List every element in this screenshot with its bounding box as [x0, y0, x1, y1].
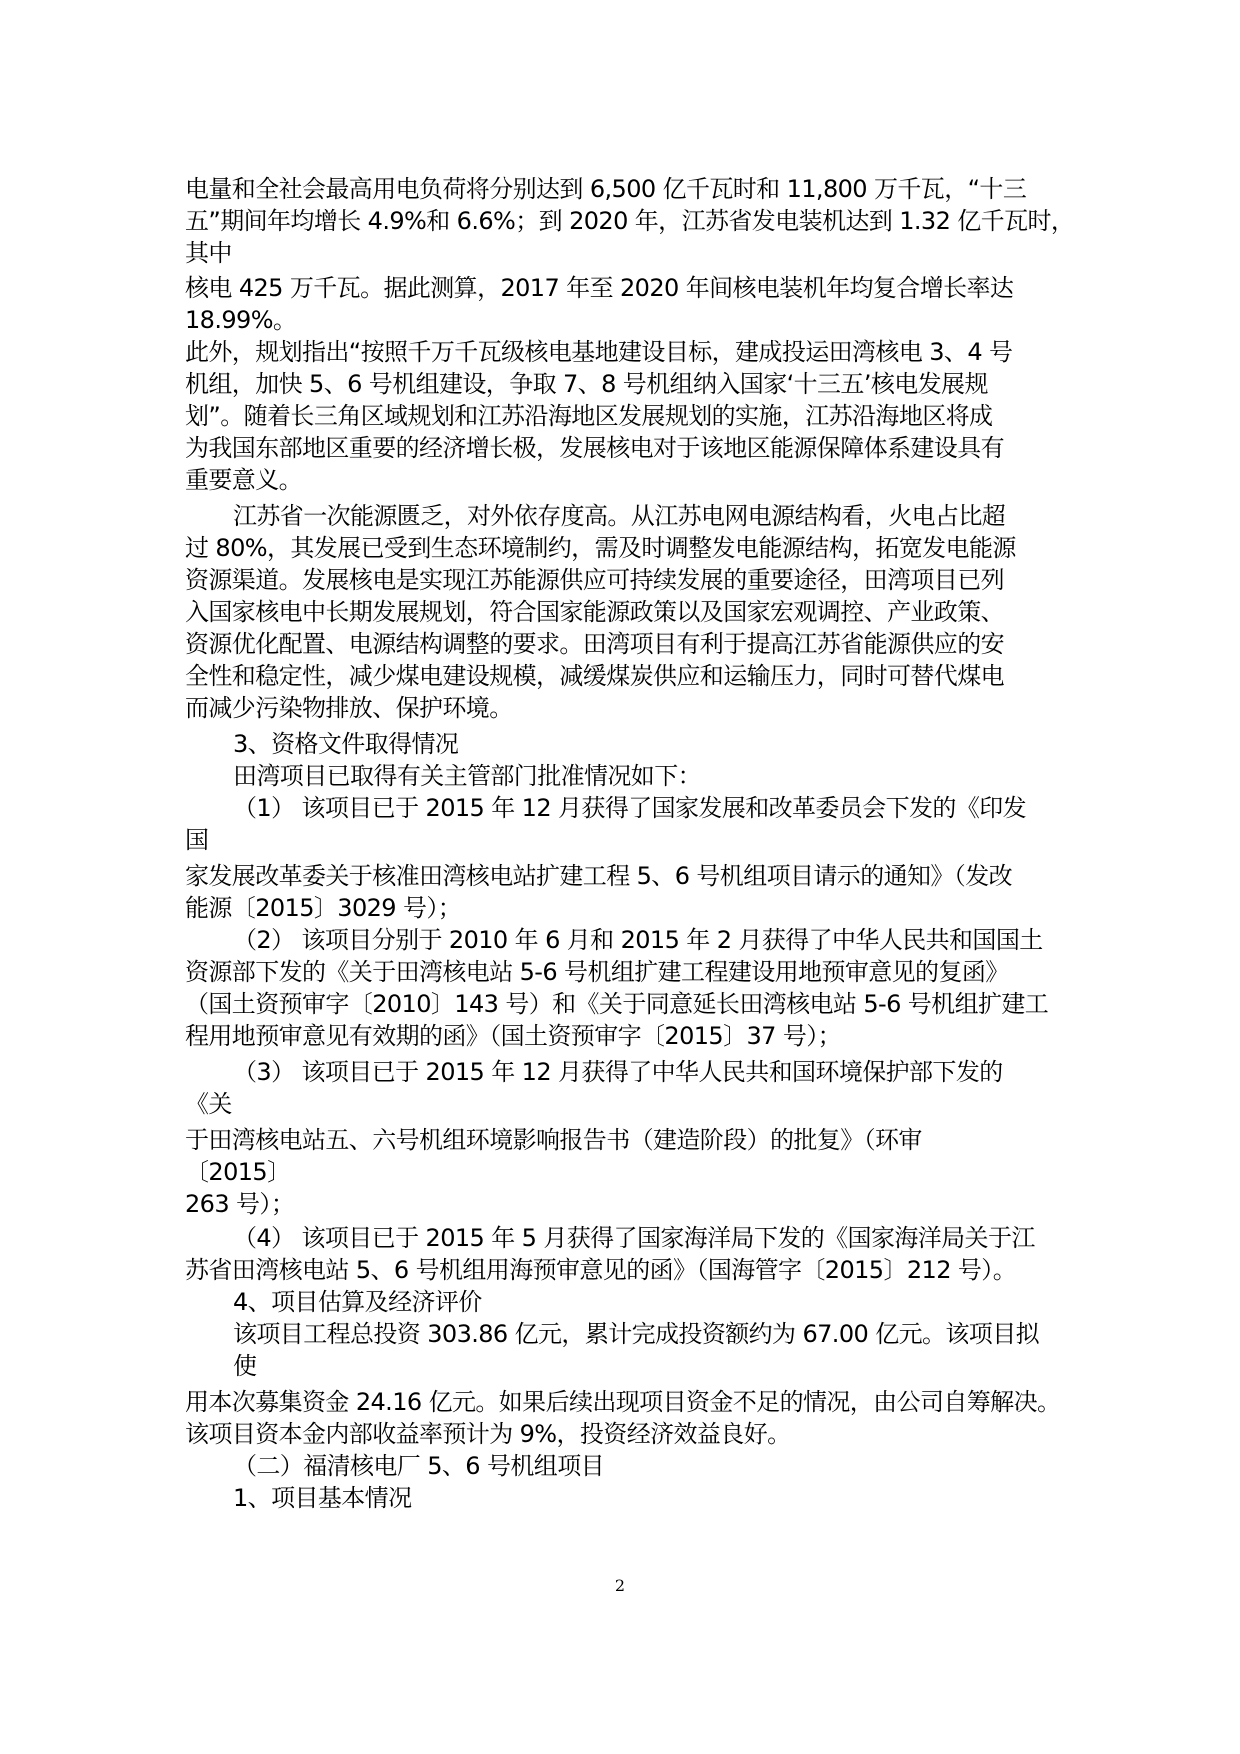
- text-line-4: 核电 425 万千瓦。据此测算，2017 年至 2020 年间核电装机年均复合增长率达: [185, 274, 1014, 302]
- text-line-21: 国: [185, 826, 209, 854]
- text-line-36: 该项目工程总投资 303.86 亿元，累计完成投资额约为 67.00 亿元。该项目拟: [233, 1320, 1039, 1348]
- text-line-27: 程用地预审意见有效期的函》（国土资预审字〔2015〕37 号）；: [185, 1022, 842, 1050]
- list-item-1: （1） 该项目已于 2015 年 12 月获得了国家发展和改革委员会下发的《印发: [233, 794, 1027, 822]
- text-line-26: （国土资预审字〔2010〕143 号）和《关于同意延长田湾核电站 5-6 号机组扩建工: [185, 990, 1049, 1018]
- subsection-heading-1: 1、项目基本情况: [233, 1484, 412, 1512]
- text-line-9: 为我国东部地区重要的经济增长极，发展核电对于该地区能源保障体系建设具有: [185, 434, 1004, 462]
- section-heading-2: （二）福清核电厂 5、6 号机组项目: [233, 1452, 604, 1480]
- page-number: 2: [614, 1576, 626, 1595]
- text-line-32: 263 号）；: [185, 1190, 295, 1218]
- text-line-13: 资源渠道。发展核电是实现江苏能源供应可持续发展的重要途径，田湾项目已列: [185, 566, 1004, 594]
- text-line-19: 田湾项目已取得有关主管部门批准情况如下：: [233, 762, 701, 790]
- text-line-30: 于田湾核电站五、六号机组环境影响报告书（建造阶段）的批复》（环审: [185, 1126, 922, 1154]
- text-line-23: 能源〔2015〕3029 号）；: [185, 894, 462, 922]
- text-line-2: 五”期间年均增长 4.9%和 6.6%；到 2020 年，江苏省发电装机达到 1.32 亿千瓦时，: [185, 207, 1075, 235]
- text-line-34: 苏省田湾核电站 5、6 号机组用海预审意见的函》（国海管字〔2015〕212 号）。: [185, 1256, 1017, 1284]
- text-line-39: 该项目资本金内部收益率预计为 9%，投资经济效益良好。: [185, 1420, 791, 1448]
- text-line-16: 全性和稳定性，减少煤电建设规模，减缓煤炭供应和运输压力，同时可替代煤电: [185, 662, 1004, 690]
- text-line-22: 家发展改革委关于核准田湾核电站扩建工程 5、6 号机组项目请示的通知》（发改: [185, 862, 1012, 890]
- text-line-1: 电量和全社会最高用电负荷将分别达到 6,500 亿千瓦时和 11,800 万千瓦，“十三: [185, 175, 1027, 203]
- text-line-17: 而减少污染物排放、保护环境。: [185, 694, 513, 722]
- text-line-11: 江苏省一次能源匮乏，对外依存度高。从江苏电网电源结构看，火电占比超: [233, 502, 1006, 530]
- text-line-38: 用本次募集资金 24.16 亿元。如果后续出现项目资金不足的情况，由公司自筹解决。: [185, 1388, 1061, 1416]
- section-heading-3: 3、资格文件取得情况: [233, 730, 459, 758]
- text-line-25: 资源部下发的《关于田湾核电站 5-6 号机组扩建工程建设用地预审意见的复函》: [185, 958, 1009, 986]
- text-line-3: 其中: [185, 239, 232, 267]
- text-line-7: 机组，加快 5、6 号机组建设，争取 7、8 号机组纳入国家‘十三五’核电发展规: [185, 370, 988, 398]
- text-line-29: 《关: [185, 1090, 232, 1118]
- text-line-8: 划”。随着长三角区域规划和江苏沿海地区发展规划的实施，江苏沿海地区将成: [185, 402, 993, 430]
- text-line-12: 过 80%，其发展已受到生态环境制约，需及时调整发电能源结构，拓宽发电能源: [185, 534, 1016, 562]
- text-line-15: 资源优化配置、电源结构调整的要求。田湾项目有利于提高江苏省能源供应的安: [185, 630, 1004, 658]
- text-line-10: 重要意义。: [185, 466, 302, 494]
- list-item-2: （2） 该项目分别于 2010 年 6 月和 2015 年 2 月获得了中华人民共和国国土: [233, 926, 1043, 954]
- text-line-14: 入国家核电中长期发展规划，符合国家能源政策以及国家宏观调控、产业政策、: [185, 598, 1004, 626]
- section-heading-4: 4、项目估算及经济评价: [233, 1288, 482, 1316]
- text-line-37: 使: [233, 1352, 257, 1380]
- text-line-31: 〔2015〕: [185, 1158, 291, 1186]
- list-item-3: （3） 该项目已于 2015 年 12 月获得了中华人民共和国环境保护部下发的: [233, 1058, 1003, 1086]
- text-line-5: 18.99%。: [185, 306, 297, 334]
- list-item-4: （4） 该项目已于 2015 年 5 月获得了国家海洋局下发的《国家海洋局关于江: [233, 1224, 1035, 1252]
- text-line-6: 此外，规划指出“按照千万千瓦级核电基地建设目标，建成投运田湾核电 3、4 号: [185, 338, 1013, 366]
